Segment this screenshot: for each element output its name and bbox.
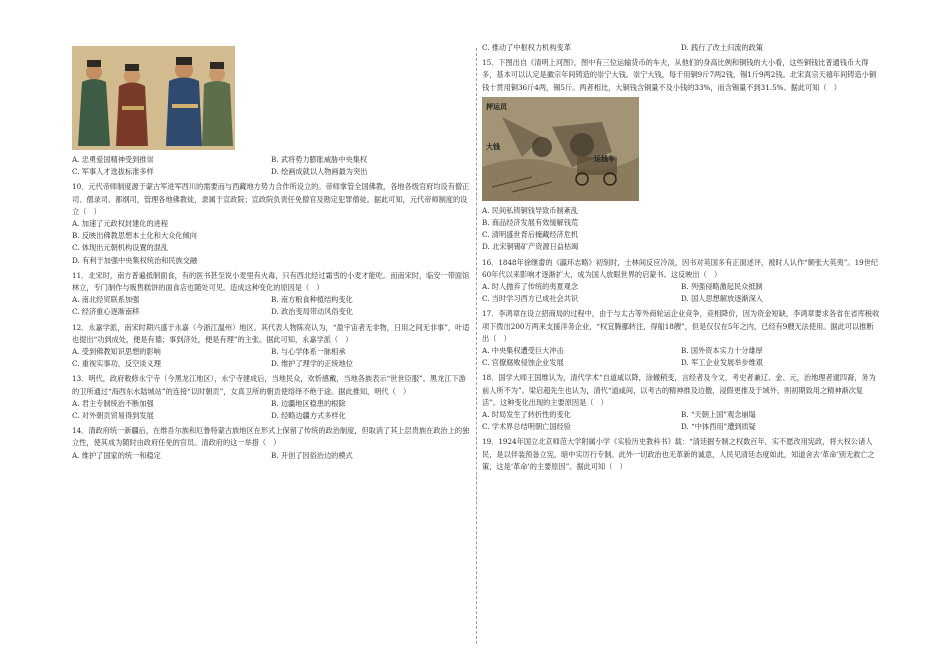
- q17-option-c[interactable]: C. 官僚腐败侵蚀企业发展: [482, 358, 564, 368]
- q16-option-a[interactable]: A. 时人抛弃了传统的夷夏观念: [482, 282, 579, 292]
- q18-options-row-1: [482, 409, 880, 421]
- q12-option-a[interactable]: A. 受到佛教知识思想的影响: [72, 347, 161, 357]
- q19-text: 19．1924年国立北京师范大学附属小学《实验历史教科书》载：“清廷掘专制之权数百年，实不愿改用宪政，将大权公诸人民，是以伴装预备立宪，暗中实厉行专制。此外一切政治也无革新的诚意，人民见清廷态度如此，知道舍去‘革命’别无救亡之策，这是‘革命’的主要原因”。据此可知（ ）: [482, 437, 875, 471]
- column-divider: [476, 48, 477, 644]
- q12-option-b[interactable]: B. 与心学体系一脉相承: [271, 347, 346, 357]
- q15-option-b[interactable]: B. 商品经济发展有效缓解钱荒: [482, 218, 579, 228]
- q14-option-b[interactable]: B. 开创了因俗治边的模式: [271, 450, 353, 460]
- q17-text: 17．李鸿章在设立招商局的过程中，由于与太古等外商轮运企业竞争，竞相降价，因为资金短缺，李鸿章要求各省在省库税收项下拨出200万两来支援洋务企业，“权宜腾挪转注，得船18艘”，但是仅仅在5年之内，已经有9艘无法使用。据此可以推断出（ ）: [482, 309, 880, 343]
- q16-option-d[interactable]: D. 国人思想解放逐渐深入: [681, 294, 763, 304]
- painting-illustration: [72, 46, 235, 150]
- qingming-painting-image: [482, 97, 639, 201]
- q11-option-b[interactable]: B. 南方粮食种植结构变化: [271, 295, 353, 305]
- q13-option-a[interactable]: A. 君主专制统治不断加强: [72, 398, 154, 408]
- figures-painting-image: [72, 46, 235, 150]
- q12-option-c[interactable]: C. 重视实事功，反空谈义理: [72, 359, 161, 369]
- q11-option-d[interactable]: D. 政治变局带动风俗变化: [271, 307, 353, 317]
- q16-options-row-2: [482, 293, 880, 305]
- q18-option-c[interactable]: C. 学术界总结明朝亡国经验: [482, 422, 571, 432]
- q18-options-row-2: [482, 421, 880, 433]
- q17-options-row-1: [482, 345, 880, 357]
- q16-option-b[interactable]: B. 列强侵略激起民众抵制: [681, 282, 763, 292]
- q12-options-row-1: [72, 346, 470, 358]
- q10-option-a[interactable]: A. 加速了元政权封建化的进程: [72, 219, 169, 229]
- q17-option-a[interactable]: A. 中央集权遭受巨大冲击: [482, 346, 564, 356]
- q14-option-a[interactable]: A. 维护了国家的统一和稳定: [72, 450, 161, 460]
- q11-options-row-1: [72, 294, 470, 306]
- q14-options-row-2: [482, 42, 880, 54]
- label-big-coin: 大钱: [486, 142, 500, 151]
- label-escort: 押运员: [486, 102, 507, 111]
- q18-option-d[interactable]: D. “中体西用”遭到质疑: [681, 422, 756, 432]
- q18-option-a[interactable]: A. 时局发生了转折性的变化: [482, 410, 571, 420]
- q10-text: 10．元代帝师制度源于蒙古军进军西川的需要而与西藏地方势力合作所设立的。帝师掌管全国佛教，各地各级官府均设有僧正司、僧录司、都纲司，管理各地佛教徒，隶属于宣政院；宣政院负责任免僧官及勘定犯罪僧徒。据此可知，元代帝师制度的设立（ ）: [72, 182, 470, 216]
- q15-option-c[interactable]: C. 清明盛世背后掩藏经济危机: [482, 230, 579, 240]
- q16-text: 16．1848年徐继畲的《瀛环志略》初刻时，士林间反应冷淡，因书对英国多有正面述评，被时人认作“颇张大英夷”。19世纪60年代以来影响才逐渐扩大，成为国人放眼世界的启蒙书。这反映出（ ）: [482, 257, 879, 279]
- q11-text: 11．北宋时，南方普遍抵制面食，有的医书甚至说小麦里有火毒，只有西北经过霜雪的小麦才能吃。而南宋时，临安一带面馆林立，专门制作与贩售糕饼的面食店也随处可见。造成这种变化的原因是（ ）: [72, 270, 470, 293]
- q13-option-c[interactable]: C. 对外朝贡贸易得到发展: [72, 411, 154, 421]
- q9-options-row-1: [72, 154, 470, 166]
- q13-text: 13．明代，政府敕修永宁寺（今黑龙江地区），永宁寺建成后，当地民众，欢忻感戴，当地各族表示“世世臣服”。黑龙江下游的卫所通过“海西东水陆城站”的连接“以时朝贡”，女真卫所的朝贡使络绎不绝于途。据此推知，明代（ ）: [72, 374, 466, 396]
- q11-option-c[interactable]: C. 经济重心逐渐南移: [72, 307, 140, 317]
- q15-text: 15．下图出自《清明上河图》，图中有三位运输货币的车夫，从他们的身高比例和铜钱的大小看，这些铜钱比普通钱币大得多，基本可以认定是徽宗年间铸造的崇宁大钱。崇宁大钱，每千用铜9斤7两2钱，锡1斤9两2钱。北宋真宗天禧年间铸造小铜钱十贯用铜36斤4两，锡5斤。两者相比，大铜钱含铜量不及小钱的33%，而含锡量不到31.5%。据此可知（ ）: [482, 58, 877, 92]
- q17-option-d[interactable]: D. 军工企业发展举步维艰: [681, 358, 763, 368]
- q13-options-row-2: [72, 410, 470, 422]
- q10-option-d[interactable]: D. 有利于加强中央集权统治和民族交融: [72, 255, 198, 265]
- q12-option-d[interactable]: D. 维护了理学的正统地位: [271, 359, 353, 369]
- q14-text: 14．清政府统一新疆后，在维吾尔族和厄鲁特蒙古族地区在形式上保留了传统的政治制度，但取消了其上层贵族在政治上的独立性，使其成为随时由政府任免的官员。清政府的这一举措（ ）: [72, 426, 470, 448]
- q13-options-row-1: [72, 398, 470, 410]
- q10-option-b[interactable]: B. 反映出佛教思想本土化和大众化倾向: [72, 231, 197, 241]
- label-coin-cart: 运钱车: [594, 154, 615, 163]
- q9-option-a[interactable]: A. 忠勇爱国精神受到推崇: [72, 155, 154, 164]
- q9-options-row-2: [72, 166, 470, 178]
- q9-option-b[interactable]: B. 武将势力膨胀威胁中央集权: [271, 155, 368, 164]
- q15-option-d[interactable]: D. 北宋铜锡矿产资源日益枯竭: [482, 242, 579, 252]
- q16-options-row-1: [482, 281, 880, 293]
- q11-option-a[interactable]: A. 南北经贸联系加强: [72, 295, 140, 305]
- q17-options-row-2: [482, 357, 880, 369]
- q17-option-b[interactable]: B. 国外资本实力十分雄厚: [681, 346, 763, 356]
- q10-option-c[interactable]: C. 体现出元朝机构设置的混乱: [72, 243, 169, 253]
- q18-option-b[interactable]: B. “天朝上国”观念崩塌: [681, 410, 756, 420]
- q14-option-c[interactable]: C. 推动了中枢权力机构变革: [482, 43, 571, 52]
- q13-option-b[interactable]: B. 边疆地区稳患的根除: [271, 398, 346, 408]
- q15-option-a[interactable]: A. 民间私铸铜钱导致币制紊乱: [482, 205, 579, 215]
- q12-options-row-2: [72, 358, 470, 370]
- q9-option-d[interactable]: D. 绘画成就以人物画最为突出: [271, 167, 368, 177]
- q12-text: 12．永嘉学派，南宋时期兴盛于永嘉（今浙江温州）地区。其代表人物陈亮认为，“盈宇宙者无非物，日用之间无非事”，叶适也提出“功到成处，便是有德；事到济处，便是有理”的主张。据此可知，永嘉学派（ ）: [72, 322, 470, 344]
- q14-options-row-1: [72, 450, 470, 462]
- q13-option-d[interactable]: D. 经略边疆方式多样化: [271, 411, 346, 421]
- q16-option-c[interactable]: C. 当时学习西方已成社会共识: [482, 294, 579, 304]
- q14-option-d[interactable]: D. 践行了改土归流的政策: [681, 43, 763, 52]
- q18-text: 18．国学大师王国维认为，清代学术“自道咸以降，涂辙稍变，言经者及今文，考史者兼辽、金、元，治地理者逮四裔，务为前人所不为”。梁启超先生也认为，清代“道咸间，以考古的精神推及边徼，浸假更推及于域外，则初期致用之精神渐次复活”。这种变化出现的主要原因是（ ）: [482, 373, 876, 407]
- q9-option-c[interactable]: C. 军事人才选拔标准多样: [72, 167, 154, 177]
- q11-options-row-2: [72, 306, 470, 318]
- right-column: [482, 42, 880, 473]
- left-column: [72, 46, 470, 462]
